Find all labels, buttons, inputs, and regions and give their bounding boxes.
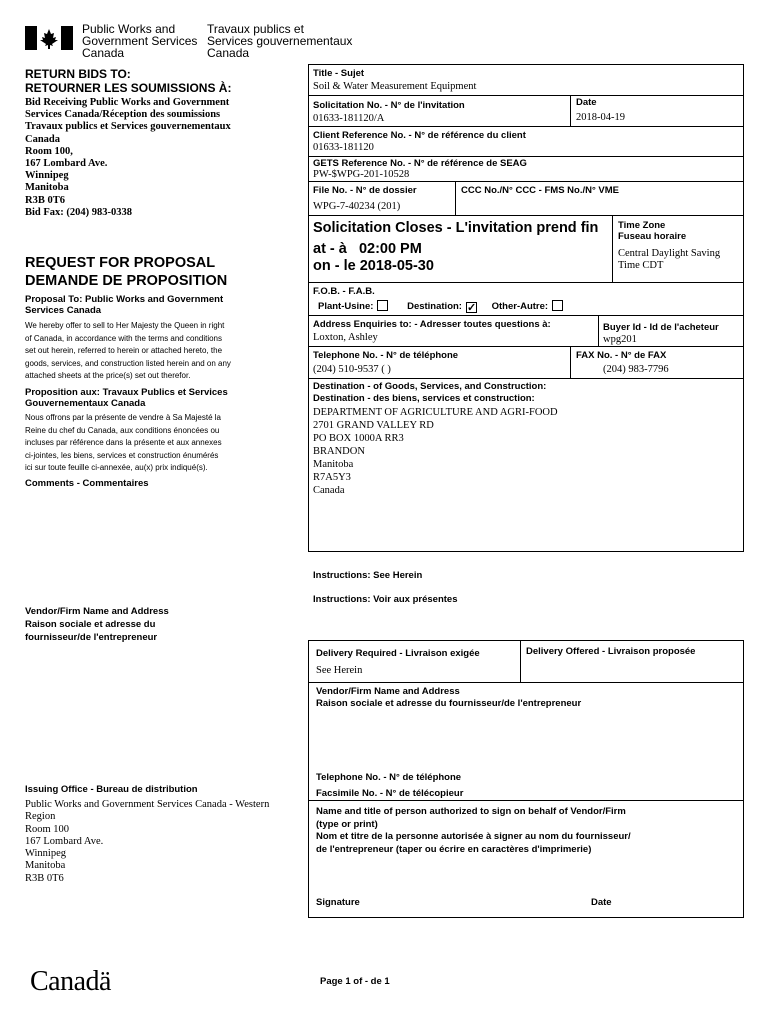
fob-options: Plant-Usine: Destination: ✓ Other-Autre: bbox=[318, 300, 563, 313]
signature-label: Signature bbox=[316, 897, 360, 908]
proposal-to-label: Proposal To: Public Works and Government Services Canada bbox=[25, 294, 224, 316]
solicitation-closes-label: Solicitation Closes - L'invitation prend fin bbox=[313, 220, 599, 236]
time-zone-label: Time Zone Fuseau horaire bbox=[618, 220, 687, 242]
delivery-required-label: Delivery Required - Livraison exigée bbox=[316, 648, 480, 659]
instructions-en: Instructions: See Herein bbox=[313, 570, 423, 581]
canada-wordmark: Canadä bbox=[30, 966, 111, 997]
title-value: Soil & Water Measurement Equipment bbox=[313, 81, 477, 92]
solicitation-no-label: Solicitation No. - N° de l'invitation bbox=[313, 100, 465, 111]
gets-ref-label: GETS Reference No. - N° de référence de SEAG bbox=[313, 158, 527, 169]
maple-leaf-icon bbox=[25, 26, 73, 50]
fax-value: (204) 983-7796 bbox=[603, 364, 669, 375]
gets-ref-value: PW-$WPG-201-10528 bbox=[313, 169, 410, 180]
return-bids-title: RETURN BIDS TO: RETOURNER LES SOUMISSIONS À: bbox=[25, 67, 232, 95]
canada-flag-logo bbox=[25, 26, 73, 50]
signature-date-label: Date bbox=[591, 897, 612, 908]
phone-label: Telephone No. - N° de téléphone bbox=[313, 350, 459, 361]
buyer-id-label: Buyer Id - Id de l'acheteur bbox=[603, 322, 719, 333]
destination-goods-value: DEPARTMENT OF AGRICULTURE AND AGRI-FOOD 2701 GRAND VALLEY RD PO BOX 1000A RR3 BRANDON Manitoba R7A5Y3 Canada bbox=[313, 407, 558, 496]
delivery-required-value: See Herein bbox=[316, 665, 363, 676]
department-name-en: Public Works and Government Services Canada bbox=[82, 22, 198, 60]
vendor-firm-label-right: Vendor/Firm Name and Address Raison sociale et adresse du fournisseur/de l'entrepreneur bbox=[316, 686, 582, 709]
title-label: Title - Sujet bbox=[313, 68, 365, 79]
plant-checkbox[interactable] bbox=[377, 300, 388, 311]
closing-date: on - le 2018-05-30 bbox=[313, 258, 434, 274]
file-no-value: WPG-7-40234 (201) bbox=[313, 201, 401, 212]
ccc-no-label: CCC No./N° CCC - FMS No./N° VME bbox=[461, 185, 620, 196]
closing-time: at - à 02:00 PM bbox=[313, 241, 422, 257]
enquiries-value: Loxton, Ashley bbox=[313, 332, 378, 343]
vendor-firm-label-left: Vendor/Firm Name and Address Raison sociale et adresse du fournisseur/de l'entrepreneur bbox=[25, 606, 169, 643]
buyer-id-value: wpg201 bbox=[603, 334, 637, 345]
destination-checkbox[interactable]: ✓ bbox=[466, 302, 477, 314]
page-number: Page 1 of - de 1 bbox=[320, 976, 390, 987]
solicitation-no-value: 01633-181120/A bbox=[313, 113, 385, 124]
closing-time-value: 02:00 PM bbox=[358, 241, 422, 257]
enquiries-label: Address Enquiries to: - Adresser toutes questions à: bbox=[313, 319, 551, 330]
closing-date-value: 2018-05-30 bbox=[359, 258, 434, 274]
issuing-office-address: Public Works and Government Services Canada - Western Region Room 100 167 Lombard Ave. Winnipeg Manitoba R3B 0T6 bbox=[25, 799, 270, 884]
file-no-label: File No. - N° de dossier bbox=[313, 185, 417, 196]
destination-goods-label: Destination - of Goods, Services, and Construction: Destination - des biens, services et construction: bbox=[313, 381, 547, 404]
instructions-fr: Instructions: Voir aux présentes bbox=[313, 594, 458, 605]
return-bids-address: Bid Receiving Public Works and Government Services Canada/Réception des soumissions Travaux publics et Services gouvernementaux Canada Room 100, 167 Lombard Ave. Winnipeg Manitoba R3B 0T6 Bid Fax: (204) 983-0338 bbox=[25, 97, 231, 218]
client-ref-label: Client Reference No. - N° de référence du client bbox=[313, 130, 526, 141]
vendor-facsimile-label: Facsimile No. - N° de télécopieur bbox=[316, 788, 464, 799]
client-ref-value: 01633-181120 bbox=[313, 142, 374, 153]
proposition-label: Proposition aux: Travaux Publics et Services Gouvernementaux Canada bbox=[25, 387, 228, 409]
phone-value: (204) 510-9537 ( ) bbox=[313, 364, 391, 375]
issuing-office-label: Issuing Office - Bureau de distribution bbox=[25, 784, 198, 795]
proposal-to-text: We hereby offer to sell to Her Majesty the Queen in right of Canada, in accordance with the terms and conditions set out herein, referred to herein or attached hereto, the goods, services, and construction listed herein and on any attached sheets at the price(s) set out therefor. bbox=[25, 321, 231, 380]
vendor-telephone-label: Telephone No. - N° de téléphone bbox=[316, 772, 462, 783]
delivery-offered-label: Delivery Offered - Livraison proposée bbox=[526, 646, 696, 657]
fax-label: FAX No. - N° de FAX bbox=[576, 350, 667, 361]
comments-label: Comments - Commentaires bbox=[25, 478, 149, 489]
time-zone-value: Central Daylight Saving Time CDT bbox=[618, 248, 721, 271]
proposition-text: Nous offrons par la présente de vendre à Sa Majesté la Reine du chef du Canada, aux conditions énoncées ou incluses par référence dans la présente et aux annexes ci-jointes, les biens, services et construction énumérés ici sur toute feuille ci-annexée, au(x) prix indiqué(s). bbox=[25, 413, 222, 472]
authorized-signer-label: Name and title of person authorized to sign on behalf of Vendor/Firm (type or print) Nom et titre de la personne autorisée à signer au nom du fournisseur/ de l'entrepreneur (taper ou écrire en caractères d'imprimerie) bbox=[316, 806, 631, 855]
department-name-fr: Travaux publics et Services gouvernementaux Canada bbox=[207, 22, 353, 60]
fob-label: F.O.B. - F.A.B. bbox=[313, 286, 375, 297]
date-label: Date bbox=[576, 97, 597, 108]
other-checkbox[interactable] bbox=[552, 300, 563, 311]
date-value: 2018-04-19 bbox=[576, 112, 625, 123]
rfp-title: REQUEST FOR PROPOSAL DEMANDE DE PROPOSITION bbox=[25, 255, 228, 289]
